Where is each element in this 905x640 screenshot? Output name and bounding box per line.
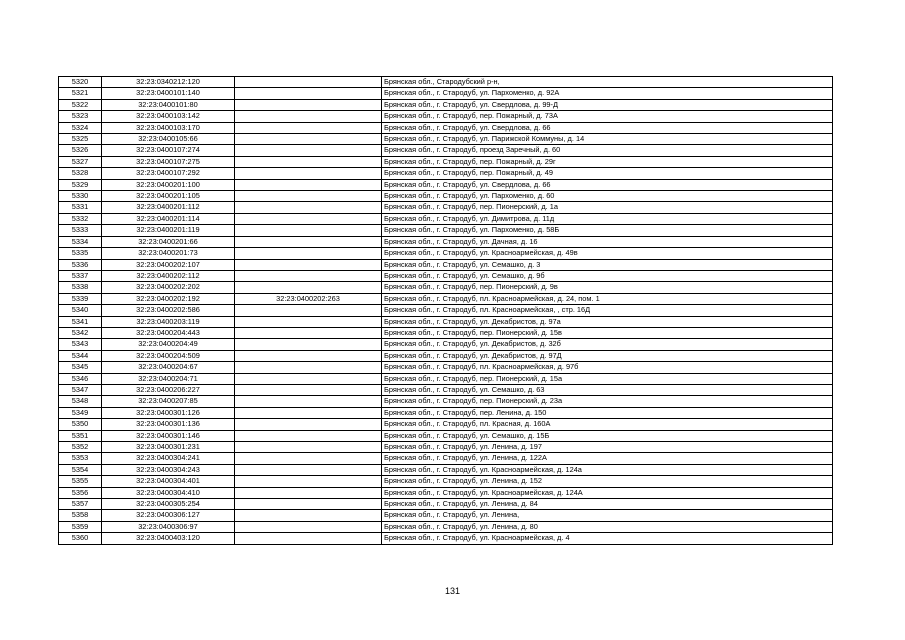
row-number-cell: 5323	[59, 111, 102, 122]
address-cell: Брянская обл., г. Стародуб, пл. Красная, д. 160А	[382, 419, 833, 430]
cadastral-number-cell: 32:23:0400202:192	[102, 293, 235, 304]
related-cadastral-number-cell	[235, 248, 382, 259]
address-cell: Брянская обл., Стародубский р-н,	[382, 77, 833, 88]
table-row	[59, 191, 833, 202]
cadastral-number-cell: 32:23:0400204:67	[102, 362, 235, 373]
table-row	[59, 453, 833, 464]
table-row	[59, 248, 833, 259]
cadastral-number-cell: 32:23:0400202:202	[102, 282, 235, 293]
row-number-cell: 5332	[59, 213, 102, 224]
table-row	[59, 419, 833, 430]
related-cadastral-number-cell	[235, 430, 382, 441]
cadastral-number-cell: 32:23:0400103:142	[102, 111, 235, 122]
row-number-cell: 5331	[59, 202, 102, 213]
table-row	[59, 213, 833, 224]
related-cadastral-number-cell	[235, 442, 382, 453]
table-row	[59, 373, 833, 384]
related-cadastral-number-cell	[235, 225, 382, 236]
row-number-cell: 5354	[59, 464, 102, 475]
cadastral-number-cell: 32:23:0400105:66	[102, 134, 235, 145]
cadastral-number-cell: 32:23:0400301:231	[102, 442, 235, 453]
address-cell: Брянская обл., г. Стародуб, ул. Семашко, д. 63	[382, 384, 833, 395]
related-cadastral-number-cell: 32:23:0400202:263	[235, 293, 382, 304]
address-cell: Брянская обл., г. Стародуб, пер. Пожарный, д. 49	[382, 168, 833, 179]
related-cadastral-number-cell	[235, 179, 382, 190]
related-cadastral-number-cell	[235, 510, 382, 521]
related-cadastral-number-cell	[235, 521, 382, 532]
address-cell: Брянская обл., г. Стародуб, ул. Свердлова, д. 66	[382, 122, 833, 133]
cadastral-number-cell: 32:23:0400202:112	[102, 270, 235, 281]
table-row	[59, 442, 833, 453]
cadastral-number-cell: 32:23:0400204:509	[102, 350, 235, 361]
table-row	[59, 122, 833, 133]
row-number-cell: 5339	[59, 293, 102, 304]
row-number-cell: 5324	[59, 122, 102, 133]
address-cell: Брянская обл., г. Стародуб, ул. Пархоменко, д. 60	[382, 191, 833, 202]
address-cell: Брянская обл., г. Стародуб, пер. Пионерский, д. 15в	[382, 327, 833, 338]
row-number-cell: 5344	[59, 350, 102, 361]
address-cell: Брянская обл., г. Стародуб, пл. Красноармейская, д. 24, пом. 1	[382, 293, 833, 304]
table-row	[59, 327, 833, 338]
address-cell: Брянская обл., г. Стародуб, пер. Пожарный, д. 29г	[382, 156, 833, 167]
cadastral-number-cell: 32:23:0400107:275	[102, 156, 235, 167]
row-number-cell: 5348	[59, 396, 102, 407]
row-number-cell: 5335	[59, 248, 102, 259]
related-cadastral-number-cell	[235, 499, 382, 510]
related-cadastral-number-cell	[235, 236, 382, 247]
row-number-cell: 5320	[59, 77, 102, 88]
table-row	[59, 476, 833, 487]
address-cell: Брянская обл., г. Стародуб, пер. Ленина, д. 150	[382, 407, 833, 418]
cadastral-number-cell: 32:23:0400301:146	[102, 430, 235, 441]
related-cadastral-number-cell	[235, 99, 382, 110]
cadastral-number-cell: 32:23:0400201:114	[102, 213, 235, 224]
cadastral-number-cell: 32:23:0400204:71	[102, 373, 235, 384]
cadastral-number-cell: 32:23:0400201:73	[102, 248, 235, 259]
row-number-cell: 5357	[59, 499, 102, 510]
cadastral-number-cell: 32:23:0400305:254	[102, 499, 235, 510]
address-cell: Брянская обл., г. Стародуб, пер. Пионерский, д. 9в	[382, 282, 833, 293]
row-number-cell: 5329	[59, 179, 102, 190]
address-cell: Брянская обл., г. Стародуб, пер. Пожарный, д. 73А	[382, 111, 833, 122]
table-row	[59, 134, 833, 145]
cadastral-number-cell: 32:23:0400304:241	[102, 453, 235, 464]
table-row	[59, 316, 833, 327]
related-cadastral-number-cell	[235, 122, 382, 133]
row-number-cell: 5351	[59, 430, 102, 441]
row-number-cell: 5338	[59, 282, 102, 293]
address-cell: Брянская обл., г. Стародуб, ул. Красноармейская, д. 124а	[382, 464, 833, 475]
address-cell: Брянская обл., г. Стародуб, пер. Пионерский, д. 1а	[382, 202, 833, 213]
related-cadastral-number-cell	[235, 362, 382, 373]
row-number-cell: 5353	[59, 453, 102, 464]
address-cell: Брянская обл., г. Стародуб, ул. Семашко, д. 15Б	[382, 430, 833, 441]
cadastral-number-cell: 32:23:0400306:127	[102, 510, 235, 521]
related-cadastral-number-cell	[235, 111, 382, 122]
related-cadastral-number-cell	[235, 339, 382, 350]
related-cadastral-number-cell	[235, 316, 382, 327]
table-row	[59, 179, 833, 190]
related-cadastral-number-cell	[235, 305, 382, 316]
cadastral-number-cell: 32:23:0340212:120	[102, 77, 235, 88]
related-cadastral-number-cell	[235, 487, 382, 498]
related-cadastral-number-cell	[235, 373, 382, 384]
related-cadastral-number-cell	[235, 407, 382, 418]
address-cell: Брянская обл., г. Стародуб, ул. Ленина, д. 197	[382, 442, 833, 453]
cadastral-number-cell: 32:23:0400107:274	[102, 145, 235, 156]
cadastral-number-cell: 32:23:0400301:126	[102, 407, 235, 418]
cadastral-number-cell: 32:23:0400202:586	[102, 305, 235, 316]
row-number-cell: 5358	[59, 510, 102, 521]
address-cell: Брянская обл., г. Стародуб, пл. Красноармейская, , стр. 16Д	[382, 305, 833, 316]
table-row	[59, 236, 833, 247]
cadastral-number-cell: 32:23:0400201:66	[102, 236, 235, 247]
cadastral-number-cell: 32:23:0400101:140	[102, 88, 235, 99]
table-row	[59, 430, 833, 441]
cadastral-number-cell: 32:23:0400201:105	[102, 191, 235, 202]
table-row	[59, 499, 833, 510]
related-cadastral-number-cell	[235, 134, 382, 145]
related-cadastral-number-cell	[235, 476, 382, 487]
page-number: 131	[444, 586, 461, 596]
related-cadastral-number-cell	[235, 350, 382, 361]
table-row	[59, 168, 833, 179]
cadastral-number-cell: 32:23:0400103:170	[102, 122, 235, 133]
address-cell: Брянская обл., г. Стародуб, ул. Парижской Коммуны, д. 14	[382, 134, 833, 145]
row-number-cell: 5327	[59, 156, 102, 167]
address-cell: Брянская обл., г. Стародуб, ул. Дачная, д. 16	[382, 236, 833, 247]
table-row	[59, 533, 833, 544]
row-number-cell: 5326	[59, 145, 102, 156]
table-row	[59, 88, 833, 99]
address-cell: Брянская обл., г. Стародуб, ул. Пархоменко, д. 58Б	[382, 225, 833, 236]
address-cell: Брянская обл., г. Стародуб, ул. Декабристов, д. 32б	[382, 339, 833, 350]
table-row	[59, 293, 833, 304]
table-row	[59, 77, 833, 88]
cadastral-number-cell: 32:23:0400304:243	[102, 464, 235, 475]
cadastral-number-cell: 32:23:0400201:119	[102, 225, 235, 236]
cadastral-number-cell: 32:23:0400207:85	[102, 396, 235, 407]
row-number-cell: 5322	[59, 99, 102, 110]
address-cell: Брянская обл., г. Стародуб, ул. Димитрова, д. 11д	[382, 213, 833, 224]
address-cell: Брянская обл., г. Стародуб, ул. Свердлова, д. 99-Д	[382, 99, 833, 110]
cadastral-number-cell: 32:23:0400107:292	[102, 168, 235, 179]
related-cadastral-number-cell	[235, 168, 382, 179]
property-register-table	[58, 76, 833, 545]
row-number-cell: 5360	[59, 533, 102, 544]
address-cell: Брянская обл., г. Стародуб, ул. Пархоменко, д. 92А	[382, 88, 833, 99]
related-cadastral-number-cell	[235, 259, 382, 270]
cadastral-number-cell: 32:23:0400204:443	[102, 327, 235, 338]
table-row	[59, 99, 833, 110]
table-row	[59, 156, 833, 167]
table-row	[59, 350, 833, 361]
address-cell: Брянская обл., г. Стародуб, ул. Декабристов, д. 97Д	[382, 350, 833, 361]
table-row	[59, 487, 833, 498]
related-cadastral-number-cell	[235, 202, 382, 213]
related-cadastral-number-cell	[235, 464, 382, 475]
address-cell: Брянская обл., г. Стародуб, ул. Ленина, д. 80	[382, 521, 833, 532]
address-cell: Брянская обл., г. Стародуб, ул. Ленина, д. 152	[382, 476, 833, 487]
cadastral-number-cell: 32:23:0400206:227	[102, 384, 235, 395]
cadastral-number-cell: 32:23:0400201:112	[102, 202, 235, 213]
address-cell: Брянская обл., г. Стародуб, пер. Пионерский, д. 15а	[382, 373, 833, 384]
address-cell: Брянская обл., г. Стародуб, ул. Ленина,	[382, 510, 833, 521]
table-row	[59, 259, 833, 270]
table-row	[59, 407, 833, 418]
related-cadastral-number-cell	[235, 419, 382, 430]
row-number-cell: 5340	[59, 305, 102, 316]
address-cell: Брянская обл., г. Стародуб, ул. Красноармейская, д. 124А	[382, 487, 833, 498]
table-row	[59, 282, 833, 293]
row-number-cell: 5334	[59, 236, 102, 247]
row-number-cell: 5347	[59, 384, 102, 395]
address-cell: Брянская обл., г. Стародуб, ул. Красноармейская, д. 4	[382, 533, 833, 544]
row-number-cell: 5355	[59, 476, 102, 487]
table-row	[59, 510, 833, 521]
related-cadastral-number-cell	[235, 156, 382, 167]
address-cell: Брянская обл., г. Стародуб, проезд Заречный, д. 60	[382, 145, 833, 156]
row-number-cell: 5333	[59, 225, 102, 236]
cadastral-number-cell: 32:23:0400101:80	[102, 99, 235, 110]
table-row	[59, 362, 833, 373]
related-cadastral-number-cell	[235, 191, 382, 202]
row-number-cell: 5328	[59, 168, 102, 179]
row-number-cell: 5325	[59, 134, 102, 145]
related-cadastral-number-cell	[235, 533, 382, 544]
related-cadastral-number-cell	[235, 88, 382, 99]
address-cell: Брянская обл., г. Стародуб, ул. Ленина, д. 84	[382, 499, 833, 510]
row-number-cell: 5337	[59, 270, 102, 281]
row-number-cell: 5336	[59, 259, 102, 270]
related-cadastral-number-cell	[235, 270, 382, 281]
related-cadastral-number-cell	[235, 282, 382, 293]
row-number-cell: 5341	[59, 316, 102, 327]
related-cadastral-number-cell	[235, 384, 382, 395]
row-number-cell: 5342	[59, 327, 102, 338]
cadastral-number-cell: 32:23:0400202:107	[102, 259, 235, 270]
row-number-cell: 5345	[59, 362, 102, 373]
address-cell: Брянская обл., г. Стародуб, ул. Свердлова, д. 66	[382, 179, 833, 190]
address-cell: Брянская обл., г. Стародуб, ул. Семашко, д. 9б	[382, 270, 833, 281]
table-row	[59, 384, 833, 395]
cadastral-number-cell: 32:23:0400304:410	[102, 487, 235, 498]
table-row	[59, 396, 833, 407]
cadastral-number-cell: 32:23:0400403:120	[102, 533, 235, 544]
related-cadastral-number-cell	[235, 396, 382, 407]
cadastral-number-cell: 32:23:0400203:119	[102, 316, 235, 327]
address-cell: Брянская обл., г. Стародуб, пл. Красноармейская, д. 97б	[382, 362, 833, 373]
row-number-cell: 5350	[59, 419, 102, 430]
related-cadastral-number-cell	[235, 327, 382, 338]
row-number-cell: 5346	[59, 373, 102, 384]
related-cadastral-number-cell	[235, 77, 382, 88]
table-row	[59, 202, 833, 213]
row-number-cell: 5352	[59, 442, 102, 453]
table-row	[59, 339, 833, 350]
address-cell: Брянская обл., г. Стародуб, ул. Семашко, д. 3	[382, 259, 833, 270]
row-number-cell: 5343	[59, 339, 102, 350]
table-row	[59, 521, 833, 532]
related-cadastral-number-cell	[235, 213, 382, 224]
table-row	[59, 305, 833, 316]
row-number-cell: 5330	[59, 191, 102, 202]
cadastral-number-cell: 32:23:0400201:100	[102, 179, 235, 190]
address-cell: Брянская обл., г. Стародуб, ул. Красноармейская, д. 49в	[382, 248, 833, 259]
address-cell: Брянская обл., г. Стародуб, ул. Декабристов, д. 97а	[382, 316, 833, 327]
row-number-cell: 5349	[59, 407, 102, 418]
row-number-cell: 5321	[59, 88, 102, 99]
table-row	[59, 464, 833, 475]
table-row	[59, 145, 833, 156]
row-number-cell: 5356	[59, 487, 102, 498]
register-table-body	[59, 77, 833, 545]
cadastral-number-cell: 32:23:0400306:97	[102, 521, 235, 532]
related-cadastral-number-cell	[235, 145, 382, 156]
cadastral-number-cell: 32:23:0400304:401	[102, 476, 235, 487]
address-cell: Брянская обл., г. Стародуб, ул. Ленина, д. 122А	[382, 453, 833, 464]
related-cadastral-number-cell	[235, 453, 382, 464]
cadastral-number-cell: 32:23:0400204:49	[102, 339, 235, 350]
row-number-cell: 5359	[59, 521, 102, 532]
table-row	[59, 225, 833, 236]
table-row	[59, 111, 833, 122]
table-row	[59, 270, 833, 281]
cadastral-number-cell: 32:23:0400301:136	[102, 419, 235, 430]
address-cell: Брянская обл., г. Стародуб, пер. Пионерский, д. 23а	[382, 396, 833, 407]
